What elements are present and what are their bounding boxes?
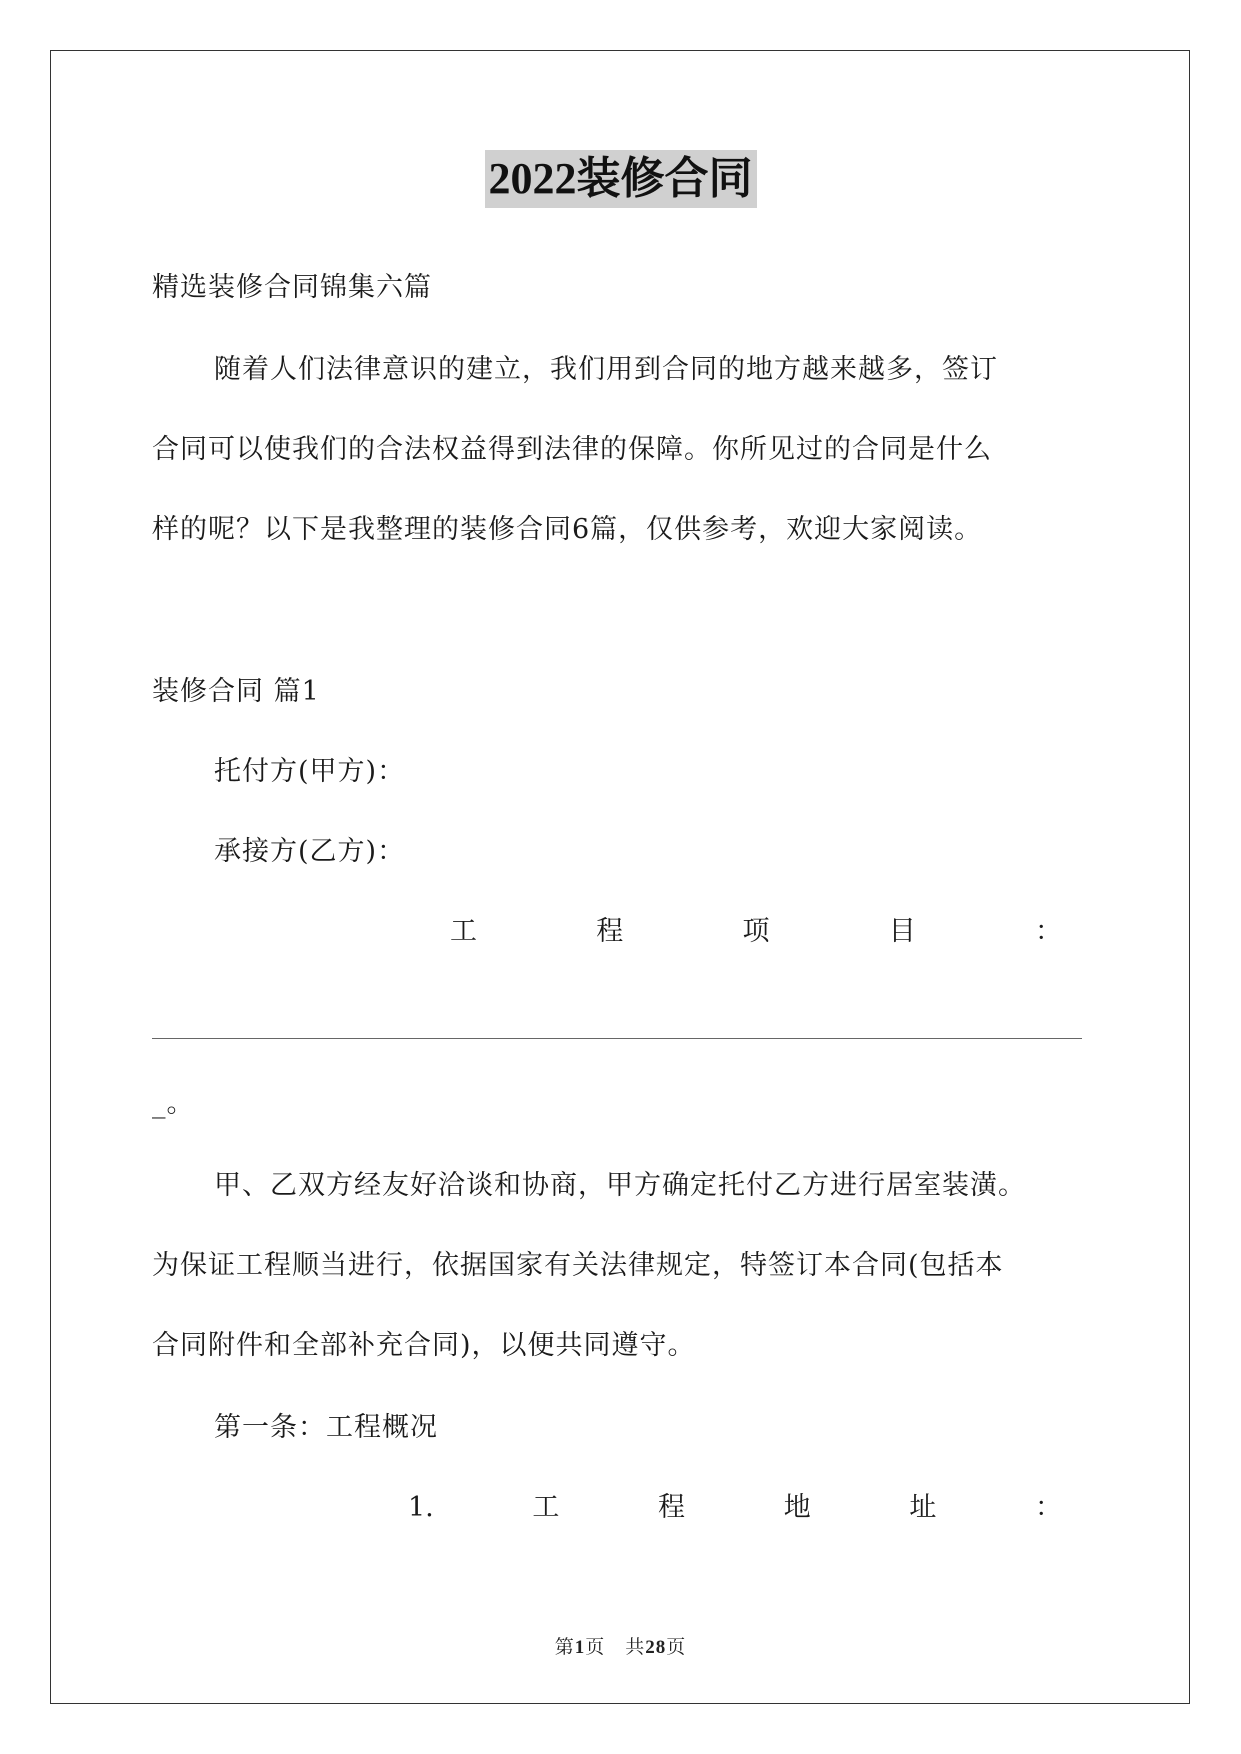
address-label-char: 地	[783, 1492, 811, 1523]
footer-middle: 页 共	[585, 1637, 646, 1658]
party-b-label: 承接方(乙方)：	[214, 836, 406, 867]
address-label-char: ：	[1034, 1492, 1062, 1523]
body-line-3: 合同附件和全部补充合同)，以便共同遵守。	[152, 1330, 696, 1361]
body-line-2: 为保证工程顺当进行，依据国家有关法律规定，特签订本合同(包括本	[152, 1250, 1004, 1281]
project-label-char: ：	[1035, 916, 1062, 947]
blank-end: _。	[152, 1088, 195, 1119]
section-heading: 装修合同 篇1	[152, 676, 320, 707]
footer-total-pages: 28	[645, 1637, 667, 1658]
address-label-char: 1.	[408, 1492, 434, 1523]
footer-prefix: 第	[554, 1637, 575, 1658]
document-title: 2022装修合同	[485, 150, 757, 208]
project-label	[450, 914, 1062, 950]
party-a-label: 托付方(甲方)：	[214, 756, 406, 787]
intro-line-3: 样的呢？以下是我整理的装修合同6篇，仅供参考，欢迎大家阅读。	[152, 514, 983, 545]
address-label-char: 址	[909, 1492, 937, 1523]
project-label-char: 工	[450, 916, 477, 947]
project-label-char: 项	[742, 916, 770, 947]
fill-in-blank-line	[152, 1038, 1082, 1039]
footer-page-number: 1	[574, 1637, 586, 1658]
page-footer	[0, 1632, 1241, 1659]
footer-suffix: 页	[666, 1637, 687, 1658]
project-label-char: 目	[888, 916, 916, 947]
intro-line-1: 随着人们法律意识的建立，我们用到合同的地方越来越多，签订	[214, 354, 998, 385]
article-heading: 第一条：工程概况	[214, 1412, 438, 1443]
address-label	[408, 1490, 1062, 1526]
title-wrap	[0, 150, 1241, 208]
subtitle: 精选装修合同锦集六篇	[152, 272, 432, 303]
intro-line-2: 合同可以使我们的合法权益得到法律的保障。你所见过的合同是什么	[152, 434, 992, 465]
address-label-char: 工	[532, 1492, 560, 1523]
body-line-1: 甲、乙双方经友好洽谈和协商，甲方确定托付乙方进行居室装潢。	[214, 1170, 1026, 1201]
address-label-char: 程	[658, 1492, 686, 1523]
project-label-char: 程	[596, 916, 624, 947]
